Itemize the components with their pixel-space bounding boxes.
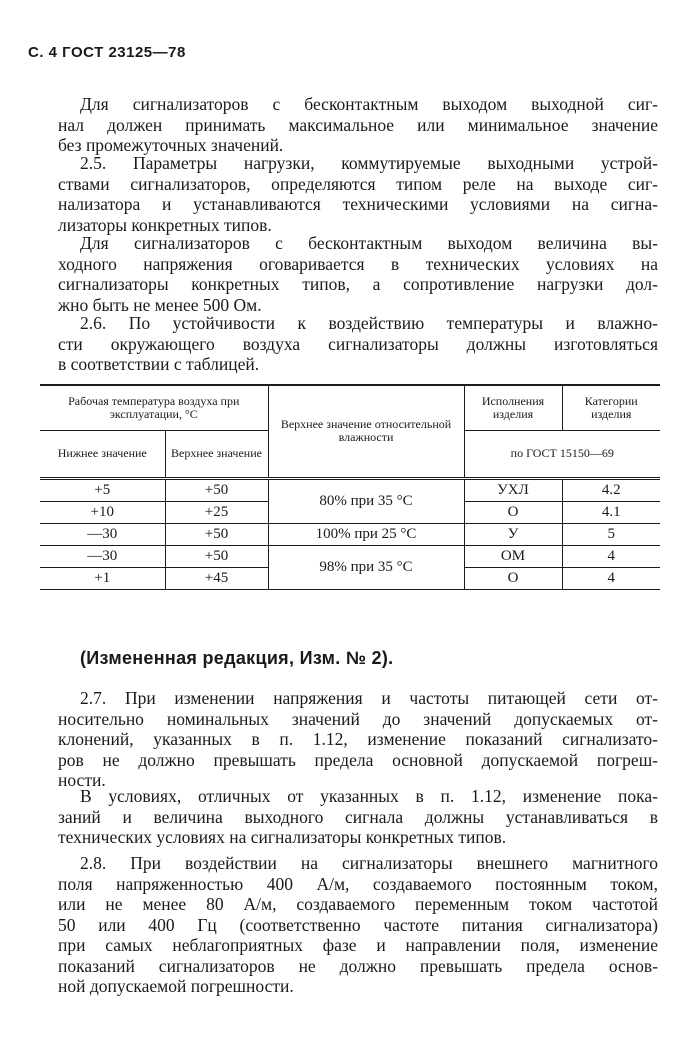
humidity-cell: 80% при 35 °С [268,478,464,523]
text-line: ствами сигнализаторов, определяются типом реле на выходе сиг- [58,173,658,194]
version-cell: ОМ [464,545,562,567]
paragraph-2-6 [58,313,658,375]
text-line: 2.8. При воздействии на сигнализаторы внешнего магнитного [80,853,658,873]
paragraph-2-8 [58,853,658,997]
text-line: или не менее 80 А/м, создаваемого переменным током частотой [58,894,658,914]
text-line: лизаторы конкретных типов. [58,214,272,235]
climate-table [40,384,660,590]
upper-temp-cell: +45 [165,567,268,589]
table-row [40,545,660,567]
category-cell: 4.1 [562,501,660,523]
table-row [40,523,660,545]
lower-temp-cell: —30 [40,545,165,567]
amendment-note: (Измененная редакция, Изм. № 2). [80,648,394,668]
header-category: Категории изделия [562,385,660,430]
text-line: сигнализаторы конкретных типов, а сопротивление нагрузки дол- [58,274,658,294]
text-line: жно быть не менее 500 Ом. [58,294,262,315]
category-cell: 4 [562,545,660,567]
text-line: Для сигнализаторов с бесконтактным выходом выходной сиг- [80,94,658,114]
text-line: ной допускаемой погрешности. [58,976,294,996]
header-working-temperature: Рабочая температура воздуха при эксплуатации, °С [40,385,268,430]
version-cell: У [464,523,562,545]
paragraph-conditions [58,786,658,848]
header-gost-reference: по ГОСТ 15150—69 [464,430,660,478]
version-cell: УХЛ [464,478,562,501]
page-header: С. 4 ГОСТ 23125—78 [28,44,186,61]
text-line: заний и величина выходного сигнала должны устанавливаться в [58,806,658,827]
category-cell: 5 [562,523,660,545]
text-line: сти окружающего воздуха сигнализаторы должны изготовляться [58,333,658,354]
header-humidity: Верхнее значение относительной влажности [268,385,464,478]
upper-temp-cell: +25 [165,501,268,523]
lower-temp-cell: +1 [40,567,165,589]
text-line: носительно номинальных значений до значений допускаемых от- [58,708,658,729]
text-line: при самых неблагоприятных фазе и направлении поля, изменение [58,935,658,955]
category-cell: 4 [562,567,660,589]
text-line: ров не должно превышать предела основной допускаемой погреш- [58,749,658,770]
humidity-cell: 100% при 25 °С [268,523,464,545]
paragraph-2-5 [58,153,658,235]
version-cell: О [464,501,562,523]
upper-temp-cell: +50 [165,478,268,501]
table-row [40,478,660,501]
upper-temp-cell: +50 [165,545,268,567]
text-line: 50 или 400 Гц (соответственно частоте питания сигнализатора) [58,914,658,935]
text-line: нал должен принимать максимальное или минимальное значение [58,114,658,135]
category-cell: 4.2 [562,478,660,501]
text-line: Для сигнализаторов с бесконтактным выходом величина вы- [80,233,658,253]
lower-temp-cell: +10 [40,501,165,523]
text-line: показаний сигнализаторов не должно превышать предела основ- [58,955,658,976]
upper-temp-cell: +50 [165,523,268,545]
header-upper-value: Верхнее значение [165,430,268,478]
text-line: нализатора и устанавливаются техническими условиями на сигна- [58,194,658,214]
text-line: без промежуточных значений. [58,135,284,155]
text-line: ходного напряжения оговаривается в технических условиях на [58,253,658,274]
paragraph-contactless-output [58,94,658,156]
version-cell: О [464,567,562,589]
header-version: Исполнения изделия [464,385,562,430]
text-line: В условиях, отличных от указанных в п. 1.12, изменение пока- [80,786,658,806]
text-line: технических условиях на сигнализаторы конкретных типов. [58,827,507,847]
text-line: 2.6. По устойчивости к воздействию температуры и влажно- [80,313,658,333]
lower-temp-cell: —30 [40,523,165,545]
text-line: поля напряженностью 400 А/м, создаваемого постоянным током, [58,873,658,894]
text-line: 2.7. При изменении напряжения и частоты питающей сети от- [80,688,658,708]
text-line: ности. [58,770,106,790]
paragraph-output-voltage [58,233,658,315]
text-line: в соответствии с таблицей. [58,354,260,374]
text-line: 2.5. Параметры нагрузки, коммутируемые выходными устрой- [80,153,658,173]
paragraph-2-7 [58,688,658,791]
humidity-cell: 98% при 35 °С [268,545,464,589]
text-line: клонений, указанных в п. 1.12, изменение показаний сигнализато- [58,729,658,749]
lower-temp-cell: +5 [40,478,165,501]
header-lower-value: Нижнее значение [40,430,165,478]
